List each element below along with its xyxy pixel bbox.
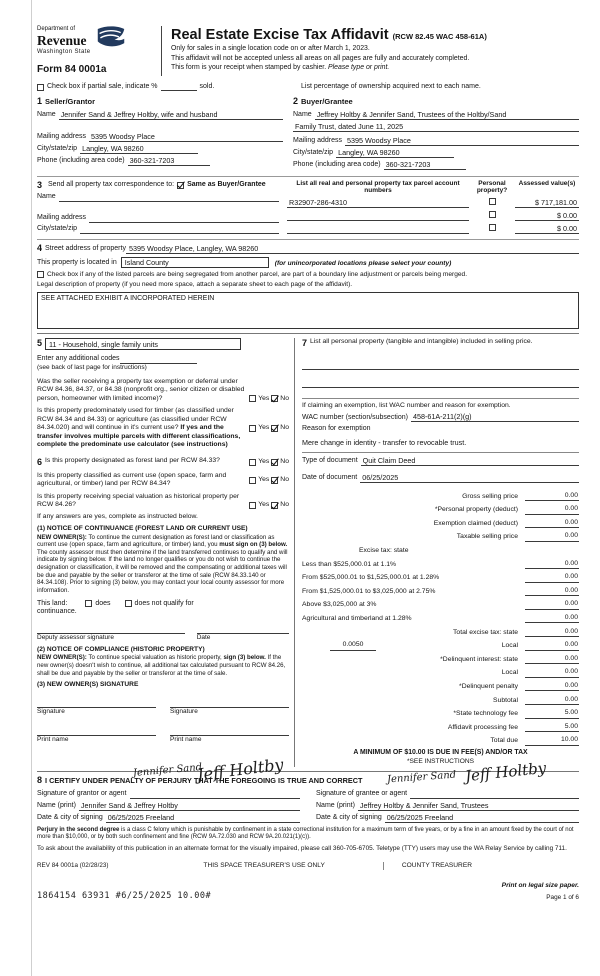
owner-print-name-field-1[interactable] [37, 726, 156, 736]
personal-property-field-1[interactable] [302, 361, 579, 370]
exemption-yes-no [249, 395, 289, 403]
partial-sale-checkbox[interactable] [37, 84, 44, 91]
document-type-field[interactable]: Quit Claim Deed [361, 456, 579, 466]
historical-no-checkbox[interactable] [271, 502, 278, 509]
grantor-name-print-label: Name (print) [37, 802, 76, 810]
forest-yes-checkbox[interactable] [249, 459, 256, 466]
parcel-row [287, 195, 579, 208]
buyer-csz-field[interactable]: Langley, WA 98260 [336, 148, 454, 158]
tier3-amount-field[interactable]: 0.00 [525, 587, 579, 596]
sold-label: sold. [199, 82, 215, 90]
deputy-signature-labels [37, 634, 289, 642]
grantee-date-city-field[interactable]: 06/25/2025 Freeland [385, 813, 579, 823]
money-row-tier4: Above $3,025,000 at 3% 0.00 [302, 600, 578, 609]
cashier-stamp: 1864154 63931 #6/25/2025 10.00# [37, 891, 212, 902]
grantor-signature-field[interactable] [130, 790, 300, 799]
signature-label: Signature [170, 708, 198, 716]
grantor-signature-label: Signature of grantor or agent [37, 790, 127, 798]
grantor-date-city-field[interactable]: 06/25/2025 Freeland [106, 813, 300, 823]
historical-property-question: Is this property receiving special valuation as historical property per RCW 84.26? [37, 492, 240, 509]
section-3-number: 3 [37, 179, 43, 190]
same-as-buyer-label: Same as Buyer/Grantee [187, 180, 266, 188]
footer-row [37, 862, 579, 870]
agency-logo-block [37, 26, 157, 76]
dor-flag-logo-icon [96, 26, 126, 52]
delinquent-penalty-field[interactable]: 0.00 [525, 682, 579, 691]
buyer-phone-field[interactable]: 360-321-7203 [384, 160, 466, 170]
parcel-row [287, 208, 579, 221]
total-excise-state-field[interactable]: 0.00 [525, 628, 579, 637]
seller-mailing-field[interactable]: 5395 Woodsy Place [89, 132, 283, 142]
parcel-number-field[interactable]: R32907-286-4310 [287, 198, 469, 208]
correspondence-mailing-label: Mailing address [37, 214, 87, 222]
deputy-date-label: Date [196, 634, 211, 641]
buyer-mailing-field[interactable]: 5395 Woodsy Place [345, 136, 579, 146]
exemption-claimed-field[interactable]: 0.00 [525, 519, 579, 528]
forest-land-question: Is this property designated as forest land per RCW 84.33? [45, 456, 220, 464]
deputy-assessor-label: Deputy assessor signature [37, 634, 114, 641]
owner-print-lines [37, 726, 289, 736]
grantee-signature-field[interactable] [410, 790, 579, 799]
owner-print-labels [37, 736, 289, 744]
wac-number-field[interactable]: 458-61A-211(2)(g) [411, 412, 579, 422]
excise-tax-calculation [302, 489, 579, 746]
local-rate-field[interactable]: 0.0050 [330, 641, 376, 650]
money-row-personal: *Personal property (deduct) 0.00 [434, 505, 578, 514]
claim-exemption-note: If claiming an exemption, list WAC number and reason for exemption. [302, 401, 511, 409]
taxable-selling-price-field[interactable]: 0.00 [525, 532, 579, 541]
owner-signature-field-1[interactable] [37, 698, 156, 708]
gross-selling-price-field[interactable]: 0.00 [525, 492, 579, 501]
yes-label: Yes [258, 394, 270, 402]
main-columns [37, 333, 579, 767]
historical-yes-checkbox[interactable] [249, 502, 256, 509]
no-label: No [280, 424, 289, 432]
personal-property-label: List all personal property (tangible and intangible) included in selling price. [310, 337, 533, 345]
personal-property-checkbox[interactable] [489, 198, 496, 205]
timber-no-checkbox[interactable] [271, 425, 278, 432]
county-select[interactable]: Island County [121, 257, 269, 268]
seller-buyer-sections [37, 96, 579, 169]
total-due-field[interactable]: 10.00 [525, 736, 579, 745]
subtotal-field[interactable]: 0.00 [525, 696, 579, 705]
grantee-signature-ink-2: Jeff Holtby [464, 758, 547, 785]
current-use-question: Is this property classified as current use (open space, farm and agricultural, or timber) land per RCW 84.34? [37, 471, 227, 488]
if-yes-note: If any answers are yes, complete as instructed below. [37, 512, 198, 520]
section-2-buyer [293, 96, 579, 169]
section-1-number: 1 [37, 96, 43, 107]
parcel-table [287, 180, 579, 234]
scan-edge-line [31, 0, 32, 976]
yes-label: Yes [258, 457, 270, 465]
correspondence-mailing-field[interactable] [89, 214, 279, 223]
money-row-gross: Gross selling price 0.00 [462, 491, 578, 500]
section-4-number: 4 [37, 242, 43, 253]
buyer-name-label: Name [293, 110, 312, 118]
street-address-field[interactable]: 5395 Woodsy Place, Langley, WA 98260 [126, 244, 579, 254]
timber-yes-checkbox[interactable] [249, 425, 256, 432]
legal-description-field[interactable]: SEE ATTACHED EXHIBIT A INCORPORATED HEREIN [37, 292, 579, 329]
revenue-wordmark: Revenue [37, 32, 87, 48]
exemption-yes-checkbox[interactable] [249, 395, 256, 402]
seller-phone-field[interactable]: 360-321-7203 [128, 156, 210, 166]
notice-continuance-text: NEW OWNER(S): To continue the current designation as forest land or classification as current use (open space, farm and agriculture, or timber) land, you must sign on (3) below. The county assessor must then determine if the land transferred continues to qualify and will indicate by signing below. If the land no longer qualifies or you do not wish to continue the designation or classification, it will be removed and the compensating or additional taxes will be due and payable by the seller or transferor at the time of sale (RCW 84.33.140 or 84.34.108). Prior to signing (3) below, you may contact your local county assessor for more information. [37, 533, 288, 594]
buyer-name-field-line1[interactable]: Jeffrey Holtby & Jennifer Sand, Trustees of the Holtby/Sand [315, 110, 579, 120]
local-amount-field[interactable]: 0.00 [525, 641, 579, 650]
buyer-mailing-label: Mailing address [293, 136, 343, 144]
grantor-date-city-label: Date & city of signing [37, 814, 103, 822]
delinquent-interest-local-field[interactable]: 0.00 [525, 668, 579, 677]
section-8-number: 8 [37, 774, 43, 785]
affidavit-processing-fee-field[interactable]: 5.00 [525, 723, 579, 732]
current-use-yes-no [249, 476, 289, 484]
tier4-amount-field[interactable]: 0.00 [525, 600, 579, 609]
grantee-date-city-label: Date & city of signing [316, 814, 382, 822]
does-label: does [95, 599, 111, 607]
rcw-reference: (RCW 82.45 WAC 458-61A) [392, 32, 487, 41]
assessed-value-header: Assessed value(s) [518, 179, 576, 187]
no-label: No [280, 457, 289, 465]
certify-statement: I CERTIFY UNDER PENALTY OF PERJURY THAT THE FOREGOING IS TRUE AND CORRECT [45, 775, 363, 785]
header-note-2: This affidavit will not be accepted unless all areas on all pages are fully and accurately completed. [171, 54, 470, 62]
state-technology-fee-field[interactable]: 5.00 [525, 709, 579, 718]
section-1-seller [37, 96, 293, 169]
money-row-delinquent-penalty: *Delinquent penalty 0.00 [459, 681, 578, 690]
dept-of-label: Department of [37, 26, 76, 32]
same-as-buyer-checkbox[interactable] [177, 182, 184, 189]
historical-yes-no [249, 501, 289, 509]
new-owner-signature-title: (3) NEW OWNER(S) SIGNATURE [37, 681, 139, 689]
perjury-statement: Perjury in the second degree is a class C felony which is punishable by confinement in a state correctional institution for a maximum term of five years, or by a fine in an amount fixed by the court of not more than $10,000, or by both such confinement and fine (RCW 9A.72.030 and RCW 9A.20.021(1)(c)). [37, 826, 574, 841]
ownership-percentage-note: List percentage of ownership acquired next to each name. [301, 82, 481, 90]
section-2-number: 2 [293, 96, 299, 107]
yes-label: Yes [258, 476, 270, 484]
document-date-field[interactable]: 06/25/2025 [360, 473, 579, 483]
timber-agriculture-question: Is this property predominately used for timber (as classified under RCW 84.34 and 84.33) or agriculture (as classified under RCW 84.34.020) and will continue in it's current use? If yes and the transfer involves multiple parcels with different classifications, complete the predominate use calculator (see instructions) [37, 407, 241, 449]
rev-form-number: REV 84 0001a (02/28/23) [37, 862, 109, 870]
assessed-value-field[interactable]: $ 0.00 [515, 224, 579, 234]
buyer-title: Buyer/Grantee [301, 97, 353, 107]
additional-codes-label: Enter any additional codes [37, 354, 120, 362]
right-column [295, 338, 579, 767]
parcel-row [287, 221, 579, 234]
deputy-assessor-signature-field[interactable] [37, 625, 185, 634]
see-instructions-note: *SEE INSTRUCTIONS [406, 758, 475, 766]
reason-exemption-field[interactable]: Mere change in identity - transfer to revocable trust. [302, 438, 467, 448]
type-or-print-note: Please type or print. [328, 64, 390, 72]
notice-compliance-title: (2) NOTICE OF COMPLIANCE (HISTORIC PROPERTY) [37, 646, 205, 654]
owner-print-name-field-2[interactable] [170, 726, 289, 736]
timber-yes-no [249, 424, 289, 432]
exemption-no-checkbox[interactable] [271, 395, 278, 402]
section-7-number: 7 [302, 337, 308, 348]
personal-property-checkbox[interactable] [489, 224, 496, 231]
segregated-parcel-label: Check box if any of the listed parcels are being segregated from another parcel, are part of a boundary line adjustment or parcels being merged. [47, 271, 468, 279]
section-6-number: 6 [37, 456, 43, 467]
unincorporated-note: (for unincorporated locations please select your county) [274, 259, 452, 267]
property-located-label: This property is located in [37, 259, 117, 267]
money-row-delinquent-local: Local 0.00 [501, 668, 578, 677]
notice-compliance-text: NEW OWNER(S): To continue special valuation as historic property, sign (3) below. If the new owner(s) doesn't wish to continue, all additional tax calculated pursuant to RCW 84.26, shall be due and payable by the seller or transferor at the time of sale. [37, 654, 286, 677]
deputy-signature-lines [37, 625, 289, 634]
grantor-signature-block [37, 788, 300, 823]
send-correspondence-label: Send all property tax correspondence to: [48, 180, 175, 188]
money-row-subtotal: Subtotal 0.00 [493, 695, 578, 704]
no-label: No [280, 501, 289, 509]
owner-signature-lines [37, 698, 289, 708]
parcel-number-field[interactable] [287, 220, 469, 221]
owner-signature-field-2[interactable] [170, 698, 289, 708]
section-3-correspondence-parcels [37, 176, 579, 234]
buyer-phone-label: Phone (including area code) [293, 160, 381, 168]
street-address-label: Street address of property [45, 245, 126, 253]
parcel-number-field[interactable] [287, 233, 469, 234]
partial-sale-label: Check box if partial sale, indicate % [47, 82, 158, 90]
form-number: Form 84 0001a [37, 63, 107, 75]
yes-label: Yes [258, 424, 270, 432]
money-row-tier3: From $1,525,000.01 to $3,025,000 at 2.75% 0.00 [302, 586, 578, 595]
correspondence-csz-label: City/state/zip [37, 225, 78, 233]
money-row-tech-fee: *State technology fee 5.00 [453, 709, 578, 718]
personal-property-field-2[interactable] [302, 379, 579, 388]
seller-phone-label: Phone (including area code) [37, 156, 125, 164]
wac-number-label: WAC number (section/subsection) [302, 413, 408, 421]
correspondence-name-field[interactable] [59, 193, 279, 202]
money-row-taxable: Taxable selling price 0.00 [456, 532, 578, 541]
seller-exemption-question: Was the seller receiving a property tax exemption or deferral under RCW 84.36, 84.37, or 84.38 (nonprofit org., senior citizen or disabled person, homeowner with limited income)? [37, 377, 245, 402]
correspondence-block [37, 180, 287, 234]
correspondence-csz-field[interactable] [80, 225, 279, 234]
grantee-name-print-field[interactable]: Jeffrey Holtby & Jennifer Sand, Trustees [358, 801, 579, 811]
buyer-csz-label: City/state/zip [293, 148, 334, 156]
correspondence-name-label: Name [37, 193, 56, 201]
money-row-processing-fee: Affidavit processing fee 5.00 [447, 722, 578, 731]
grantor-signature-ink-2: Jeff Holtby [196, 754, 285, 784]
forest-yes-no [249, 457, 289, 468]
money-row-agricultural: Agricultural and timberland at 1.28% 0.00 [302, 613, 578, 622]
seller-csz-field[interactable]: Langley, WA 98260 [80, 144, 198, 154]
seller-name-label: Name [37, 110, 56, 118]
legal-description-label: Legal description of property (if you need more space, attach a separate sheet to each page of the affidavit). [37, 281, 353, 289]
money-row-total-due: Total due 10.00 [490, 736, 578, 745]
treasurer-space-label: THIS SPACE TREASURER'S USE ONLY [203, 862, 325, 870]
owner-signature-labels [37, 708, 289, 716]
header-note-3 [171, 64, 579, 73]
segregated-parcel-checkbox[interactable] [37, 271, 44, 278]
print-legal-size-note: Print on legal size paper. [501, 882, 579, 890]
document-date-label: Date of document [302, 474, 358, 482]
personal-property-header: Personal property? [476, 179, 508, 195]
current-use-yes-checkbox[interactable] [249, 477, 256, 484]
county-treasurer-label: COUNTY TREASURER [383, 862, 472, 870]
forest-no-checkbox[interactable] [271, 459, 278, 466]
no-label: No [280, 394, 289, 402]
money-row-local: 0.0050 Local 0.00 [302, 639, 579, 651]
header-divider [161, 26, 162, 76]
land-qualify-row [37, 600, 289, 609]
seller-name-field[interactable]: Jennifer Sand & Jeffrey Holtby, wife and husband [59, 110, 283, 120]
grantee-signature-block [316, 788, 579, 823]
section-5-number: 5 [37, 337, 43, 348]
seller-title: Seller/Grantor [45, 97, 96, 107]
does-not-qualify-checkbox[interactable] [125, 600, 132, 607]
codes-instructions-note: (see back of last page for instructions) [37, 363, 147, 371]
footer-bottom-row [37, 882, 579, 901]
washington-state-label: Washington State [37, 49, 91, 56]
land-use-code-box[interactable]: 11 - Household, single family units [45, 338, 241, 350]
does-not-label: does not qualify for [134, 599, 194, 607]
money-row-total-state: Total excise tax: state 0.00 [453, 627, 578, 636]
form-header [37, 26, 579, 76]
print-name-label: Print name [37, 735, 69, 743]
left-column [37, 338, 294, 767]
money-row-tier2: From $525,000.01 to $1,525,000.01 at 1.28% 0.00 [302, 573, 578, 582]
page-number: Page 1 of 6 [546, 893, 579, 901]
seller-mailing-label: Mailing address [37, 132, 87, 140]
yes-label: Yes [258, 501, 270, 509]
this-land-label: This land: [37, 599, 68, 607]
deputy-date-field[interactable] [197, 625, 289, 634]
partial-sale-row [37, 82, 579, 91]
money-row-tier1: Less than $525,000.01 at 1.1% 0.00 [302, 559, 578, 568]
continuance-label: continuance. [37, 608, 77, 616]
grantee-name-print-label: Name (print) [316, 802, 355, 810]
grantor-signature-ink-1: Jennifer Sand [132, 761, 203, 779]
document-type-label: Type of document [302, 457, 358, 465]
grantee-signature-ink-1: Jennifer Sand [386, 769, 457, 786]
minimum-due-note: A MINIMUM OF $10.00 IS DUE IN FEE(S) AND/OR TAX [353, 748, 528, 756]
reason-exemption-label: Reason for exemption [302, 425, 371, 433]
assessed-value-field[interactable]: $ 717,181.00 [515, 198, 579, 208]
signature-label: Signature [37, 708, 65, 716]
notice-continuance-title: (1) NOTICE OF CONTINUANCE (FOREST LAND OR CURRENT USE) [37, 525, 248, 533]
current-use-no-checkbox[interactable] [271, 477, 278, 484]
parcel-numbers-header: List all real and personal property tax parcel account numbers [296, 179, 460, 195]
tier1-amount-field[interactable]: 0.00 [525, 560, 579, 569]
alternate-format-note: To ask about the availability of this publication in an alternate format for the visually impaired, please call 360-705-6705. Teletype (TTY) users may use the WA Relay Service by calling 711. [37, 844, 567, 852]
seller-csz-label: City/state/zip [37, 144, 78, 152]
grantor-name-print-field[interactable]: Jennifer Sand & Jeffrey Holtby [79, 801, 300, 811]
receipt-note: This form is your receipt when stamped by cashier. [171, 64, 329, 72]
agricultural-amount-field[interactable]: 0.00 [525, 614, 579, 623]
no-label: No [280, 476, 289, 484]
personal-property-deduct-field[interactable]: 0.00 [525, 505, 579, 514]
money-row-delinquent-interest: *Delinquent interest: state 0.00 [440, 654, 578, 663]
partial-sale-percent-field[interactable] [161, 82, 197, 91]
form-title [171, 26, 579, 44]
money-row-exemption: Exemption claimed (deduct) 0.00 [433, 518, 578, 527]
print-name-label: Print name [170, 735, 202, 743]
tier2-amount-field[interactable]: 0.00 [525, 573, 579, 582]
does-qualify-checkbox[interactable] [85, 600, 92, 607]
delinquent-interest-state-field[interactable]: 0.00 [525, 655, 579, 664]
assessed-value-field[interactable]: $ 0.00 [515, 211, 579, 221]
additional-codes-field[interactable] [120, 355, 198, 364]
header-note-1: Only for sales in a single location code on or after March 1, 2023. [171, 45, 370, 53]
section-4-property [37, 239, 579, 329]
personal-property-checkbox[interactable] [489, 211, 496, 218]
form-title-text: Real Estate Excise Tax Affidavit [171, 27, 389, 43]
buyer-name-field-line2[interactable]: Family Trust, dated June 11, 2025 [293, 122, 579, 132]
money-row-excise-state: Excise tax: state [359, 546, 409, 554]
grantee-signature-label: Signature of grantee or agent [316, 790, 408, 798]
